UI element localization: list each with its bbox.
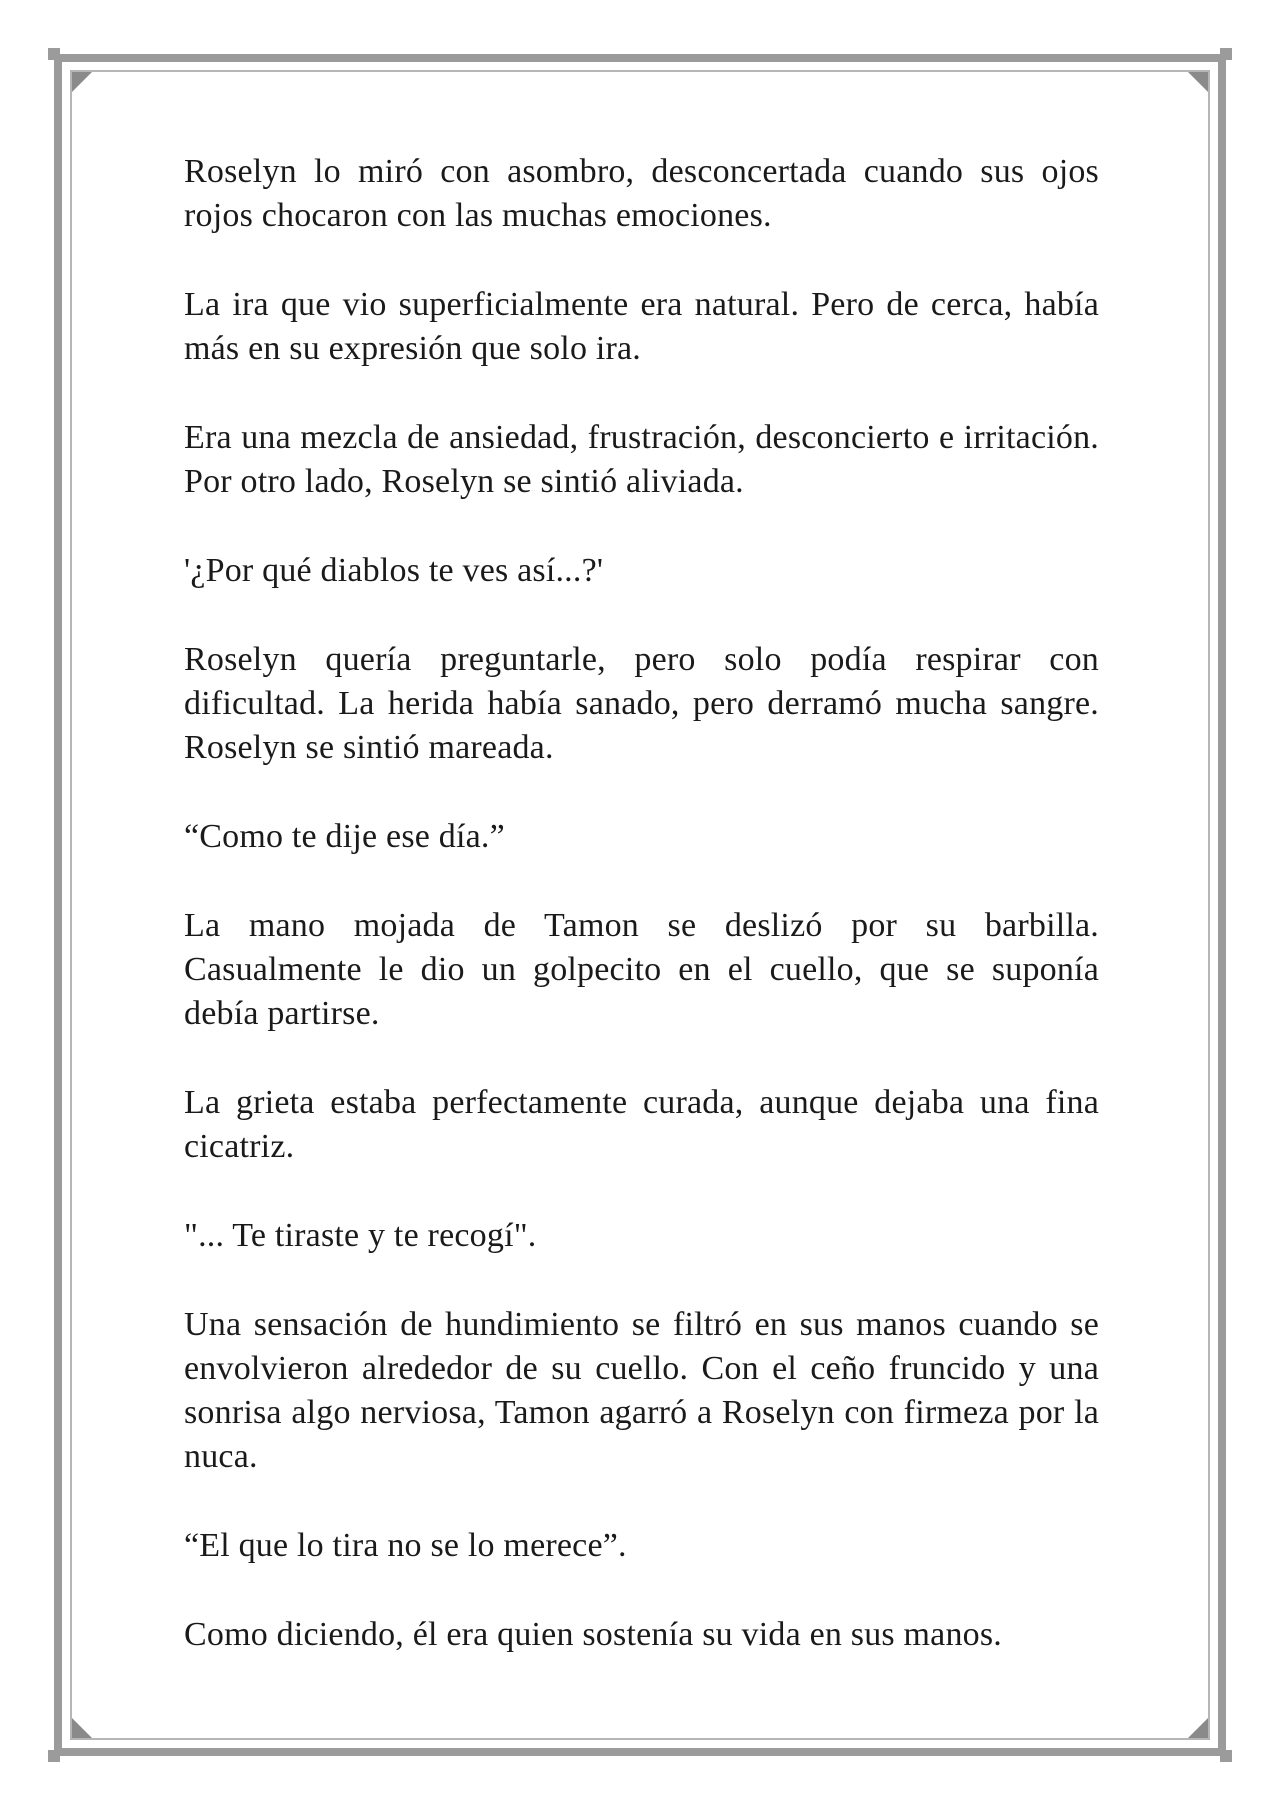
corner-ornament-top-left xyxy=(72,72,92,92)
corner-square-top-left xyxy=(48,48,60,60)
corner-square-bottom-left xyxy=(48,1750,60,1762)
paragraph-5: Roselyn quería preguntarle, pero solo podía respirar con dificultad. La herida había sanado, pero derramó mucha sangre. Roselyn se sintió mareada. xyxy=(184,641,1099,766)
paragraph-6: “Como te dije ese día.” xyxy=(184,818,505,855)
paragraph-10: Una sensación de hundimiento se filtró en sus manos cuando se envolvieron alrededor de su cuello. Con el ceño fruncido y una sonrisa algo nerviosa, Tamon agarró a Roselyn con firmeza por la nuca. xyxy=(184,1306,1099,1475)
paragraph-3: Era una mezcla de ansiedad, frustración, desconcierto e irritación. Por otro lado, Roselyn se sintió aliviada. xyxy=(184,419,1099,500)
page-text-body xyxy=(184,150,1099,1702)
paragraph-12: Como diciendo, él era quien sostenía su vida en sus manos. xyxy=(184,1616,1003,1653)
corner-square-top-right xyxy=(1220,48,1232,60)
paragraph-1: Roselyn lo miró con asombro, desconcertada cuando sus ojos rojos chocaron con las muchas emociones. xyxy=(184,153,1099,234)
paragraph-8: La grieta estaba perfectamente curada, aunque dejaba una fina cicatriz. xyxy=(184,1084,1099,1165)
paragraph-7: La mano mojada de Tamon se deslizó por su barbilla. Casualmente le dio un golpecito en el cuello, que se suponía debía partirse. xyxy=(184,907,1099,1032)
corner-square-bottom-right xyxy=(1220,1750,1232,1762)
corner-ornament-top-right xyxy=(1188,72,1208,92)
paragraph-2: La ira que vio superficialmente era natural. Pero de cerca, había más en su expresión que solo ira. xyxy=(184,286,1099,367)
paragraph-11: “El que lo tira no se lo merece”. xyxy=(184,1527,627,1564)
corner-ornament-bottom-right xyxy=(1188,1718,1208,1738)
paragraph-9: "... Te tiraste y te recogí". xyxy=(184,1217,537,1254)
corner-ornament-bottom-left xyxy=(72,1718,92,1738)
paragraph-4: '¿Por qué diablos te ves así...?' xyxy=(184,552,604,589)
